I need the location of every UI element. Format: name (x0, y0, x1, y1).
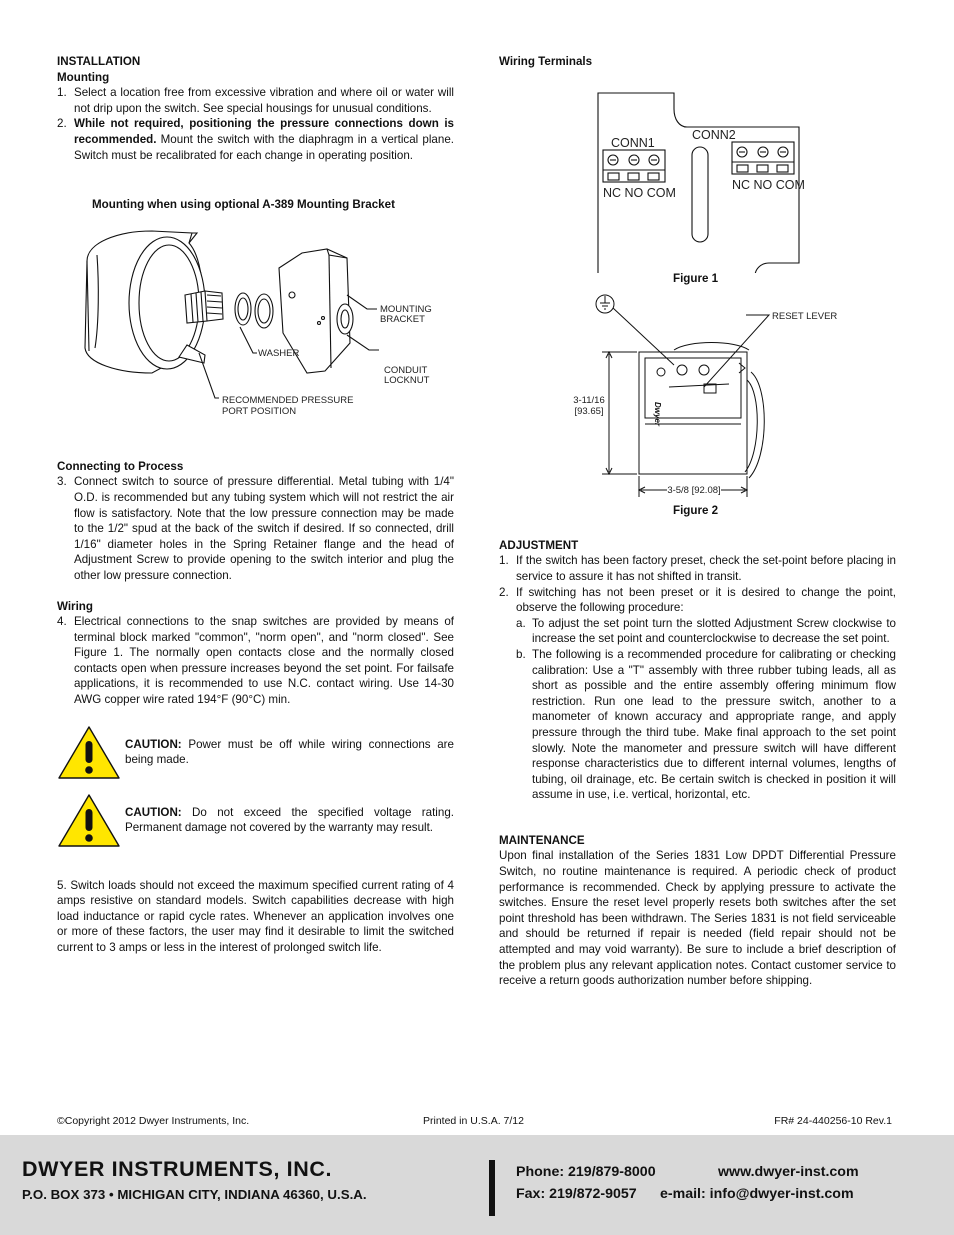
warning-icon (57, 725, 121, 780)
mounting-bracket-illustration (57, 223, 454, 453)
company-name: DWYER INSTRUMENTS, INC. (22, 1157, 333, 1181)
printed-note: Printed in U.S.A. 7/12 (423, 1115, 524, 1127)
list-item (499, 585, 896, 616)
bracket-caption: Mounting when using optional A-389 Mounting Bracket (92, 198, 395, 212)
right-column (499, 54, 896, 989)
maintenance-text: Upon final installation of the Series 1831 Low DPDT Differential Pressure Switch, no routine maintenance is required. A periodic check of product performance is recommended. Check by applying pressure to activate the switches. Ensure the reset level properly resets both switches after the set point threshold has been withdrawn. The Series 1831 is not field serviceable and should be returned if repair is needed (field repair should not be attempted and may void warranty). Be sure to include a brief description of the problem plus any relevant application notes. Contact customer service to receive a return goods authorization number before shipping. (499, 849, 896, 988)
label-mounting-2: BRACKET (380, 313, 425, 325)
sub-item (516, 616, 896, 647)
dim-height-2: [93.65] (574, 406, 604, 418)
item-number: 4. (57, 615, 67, 629)
item-number: 1. (57, 86, 67, 100)
item-bold-text: While not required, positioning the pressure connections down is recommended. (74, 117, 454, 146)
list-item (57, 614, 454, 708)
label-port-1: RECOMMENDED PRESSURE (222, 394, 354, 406)
item-text: Switch loads should not exceed the maximum specified current rating of 4 amps resistive on standard models. Switch capabilities decrease with high load inductance or rapid cycle rates. Whenever an application involves one or more of these factors, the user may find it desirable to limit the switched current to 3 amps or less in the interest of prolonged switch life. (57, 878, 454, 955)
reset-lever-label: RESET LEVER (772, 311, 838, 323)
dim-width: 3-5/8 [92.08] (667, 485, 721, 497)
item-number: 1. (499, 554, 509, 568)
svg-text:Dwyer: Dwyer (653, 402, 662, 427)
footer-band (0, 1135, 954, 1235)
list-item (57, 474, 454, 583)
sub-item-text: The following is a recommended procedure for calibrating or checking calibration: Use a "T" assembly with three rubber tubing leads, all as short as possible and the entire assembly offering minimum flow restriction. Run one lead to the pressure switch, another to a manometer of known accuracy and appropriate range, and apply pressure through the third tube. Make final approach to the set point slowly. Note the manometer and pressure switch will have different response characteristics due to different internal volumes, lengths of tubing, oil drainage, etc. Be certain switch is checked in position it will assume in use, i.e. vertical, horizontal, etc. (532, 647, 896, 802)
connecting-heading: Connecting to Process (57, 459, 184, 473)
fax: Fax: 219/872-9057 (516, 1186, 637, 1202)
item-number: 2. (57, 117, 67, 131)
figure1-caption: Figure 1 (673, 271, 719, 285)
label-conduit-2: LOCKNUT (384, 374, 430, 386)
list-item (499, 553, 896, 584)
item-5 (57, 878, 454, 956)
caution-text: Power must be off while wiring connections are being made. (125, 737, 454, 767)
sub-item (516, 647, 896, 803)
sub-item-letter: a. (516, 616, 526, 630)
company-address: P.O. BOX 373 • MICHIGAN CITY, INDIANA 46360, U.S.A. (22, 1187, 367, 1202)
label-mounting-1: MOUNTING (380, 303, 432, 315)
conn2-terminals: NC NO COM (732, 177, 805, 192)
label-conduit-1: CONDUIT (384, 364, 428, 376)
copyright: ©Copyright 2012 Dwyer Instruments, Inc. (57, 1115, 250, 1127)
caution-box (57, 725, 454, 780)
conn2-label: CONN2 (692, 127, 736, 142)
list-item (57, 116, 454, 163)
item-text: If the switch has been factory preset, check the set-point before placing in service to assure it has not shifted in transit. (516, 554, 896, 583)
email-link[interactable]: e-mail: info@dwyer-inst.com (660, 1186, 854, 1202)
item-text: Electrical connections to the snap switches are provided by means of terminal block marked "common", "norm open", and "norm closed". See Figure 1. The normally open contacts close and the normally closed contacts open when pressure increases beyond the set point. For failsafe applications, it is recommended to use N.C. contact wiring. Use 14-30 AWG copper wire rated 194°F (90°C) min. (74, 615, 454, 707)
website-link[interactable]: www.dwyer-inst.com (718, 1164, 859, 1180)
item-text: Mount the switch with the diaphragm in a vertical plane. Switch must be recalibrated for each change in operating position. (74, 132, 454, 162)
footer-divider (489, 1160, 495, 1216)
warning-icon (57, 793, 121, 848)
label-washer: WASHER (258, 347, 300, 359)
list-item (57, 85, 454, 116)
sub-item-letter: b. (516, 647, 526, 661)
caution-label: CAUTION: (125, 805, 182, 819)
item-text: Connect switch to source of pressure differential. Metal tubing with 1/4" O.D. is recommended but any tubing system which will not restrict the air flow is satisfactory. Note that the low pressure connection may be made to the 1/2" spud at the back of the switch if desired. If so connected, drill 1/16" diameter holes in the Spring Retainer flange and the head of Adjustment Screw to provide opening to the switch interior and plug the other low pressure connection. (74, 475, 454, 582)
item-text: If switching has not been preset or it is desired to change the point, observe the following procedure: (516, 585, 896, 615)
adjustment-heading: ADJUSTMENT (499, 538, 579, 552)
wiring-terminals-heading: Wiring Terminals (499, 55, 593, 68)
phone: Phone: 219/879-8000 (516, 1164, 656, 1180)
left-column (57, 54, 454, 956)
form-number: FR# 24-440256-10 Rev.1 (774, 1115, 892, 1127)
wiring-terminals-figure (499, 75, 896, 273)
sub-item-text: To adjust the set point turn the slotted Adjustment Screw clockwise to increase the set point and counterclockwise to decrease the set point. (532, 616, 896, 646)
dim-height-1: 3-11/16 (573, 395, 605, 407)
item-text: Select a location free from excessive vibration and where oil or water will not drip upon the switch. See special housings for unusual conditions. (74, 86, 454, 115)
switch-dimensions-figure (499, 292, 896, 497)
label-port-2: PORT POSITION (222, 405, 297, 417)
item-number: 5. (57, 878, 67, 892)
wiring-heading: Wiring (57, 599, 93, 613)
mounting-heading: Mounting (57, 70, 110, 84)
item-number: 2. (499, 585, 509, 599)
caution-label: CAUTION: (125, 737, 182, 751)
conn1-label: CONN1 (611, 135, 655, 150)
caution-text: Do not exceed the specified voltage rating. Permanent damage not covered by the warranty may result. (125, 805, 454, 835)
conn1-terminals: NC NO COM (603, 185, 676, 200)
caution-box (57, 793, 454, 848)
figure2-caption: Figure 2 (673, 504, 719, 518)
installation-heading: INSTALLATION (57, 55, 141, 68)
maintenance-heading: MAINTENANCE (499, 833, 585, 847)
item-number: 3. (57, 475, 67, 489)
